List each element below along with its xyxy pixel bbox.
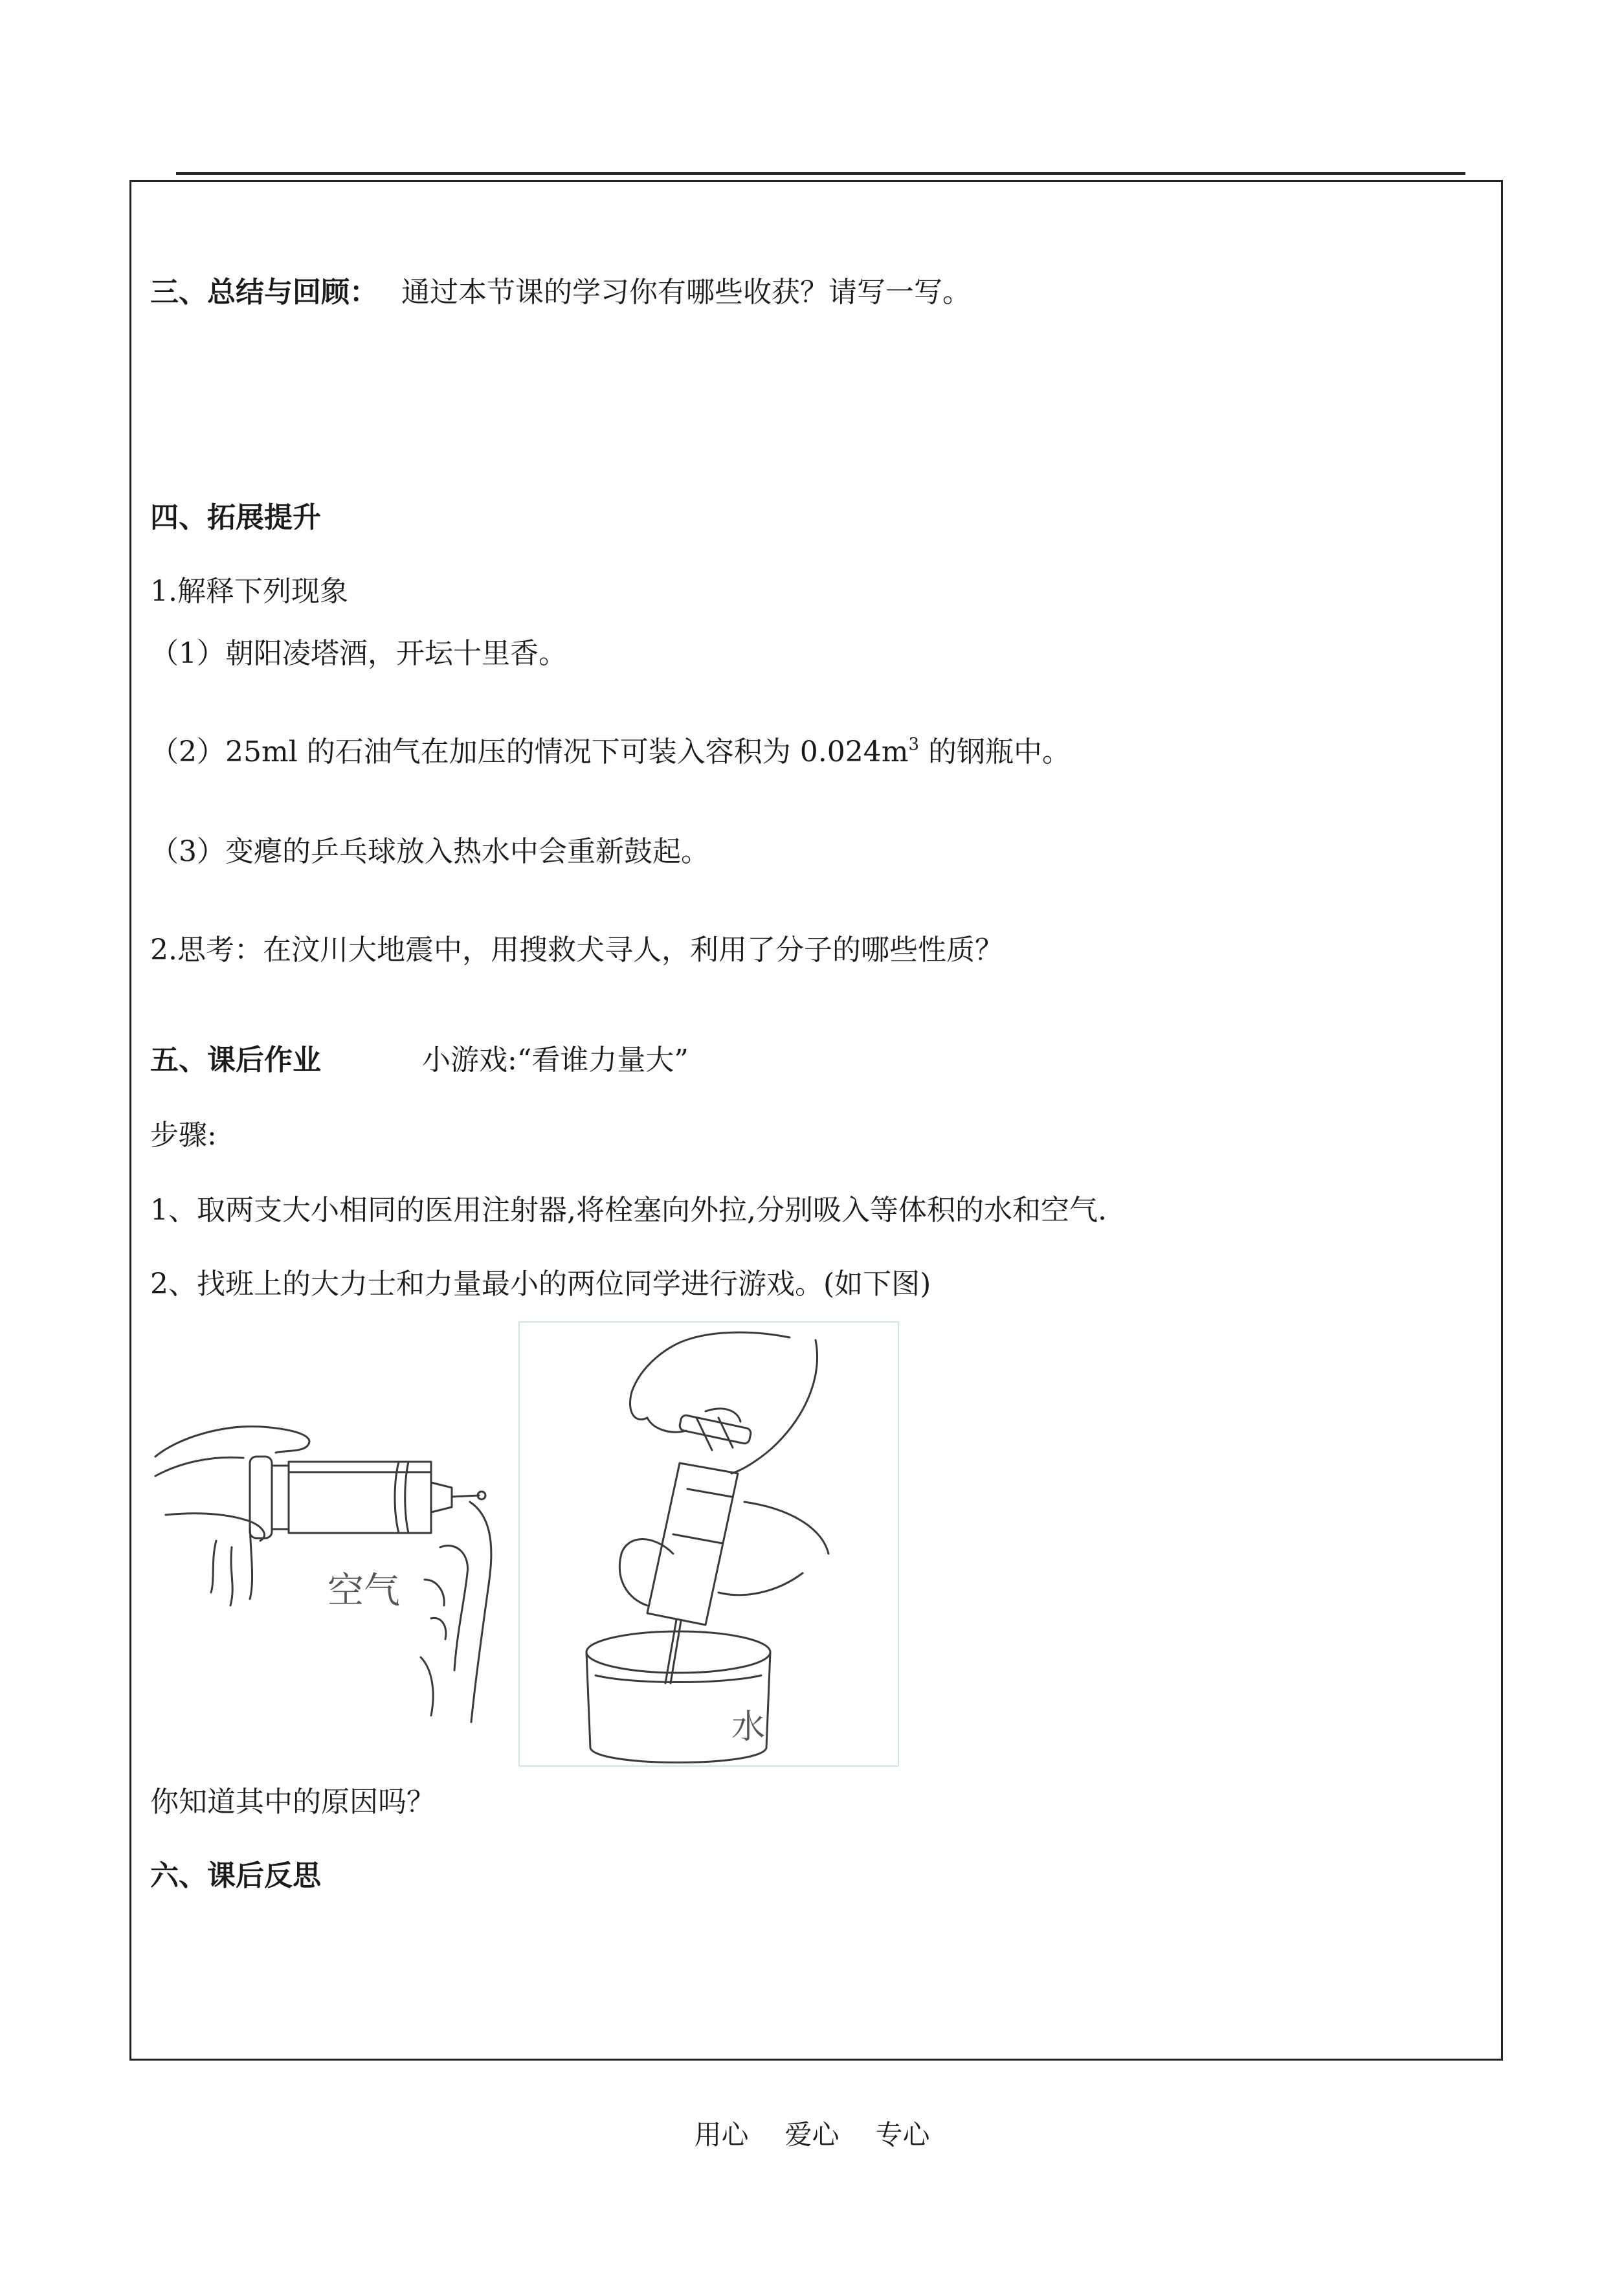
step-2: 2、找班上的大力士和力量最小的两位同学进行游戏。(如下图) [150,1268,931,1301]
water-label: 水 [731,1708,766,1747]
q1-item-2-tail: 的钢瓶中。 [918,735,1071,768]
homework-heading: 五、课后作业 [150,1044,321,1077]
air-syringe-illustration [153,1385,515,1735]
q1-title: 1.解释下列现象 [150,575,348,608]
summary-heading: 三、总结与回顾： [150,276,378,309]
q2: 2.思考：在汶川大地震中，用搜救犬寻人，利用了分子的哪些性质？ [150,934,1003,967]
steps-label: 步骤: [150,1119,217,1152]
q1-item-3: （3）变瘪的乒乓球放入热水中会重新鼓起。 [150,835,709,868]
reflection-heading: 六、课后反思 [150,1859,321,1892]
footer-word-1: 用心 [694,2119,749,2151]
extension-heading: 四、拓展提升 [150,501,321,534]
q1-item-2-text: （2）25ml 的石油气在加压的情况下可装入容积为 0.024m [150,735,909,768]
footer-word-3: 专心 [875,2119,930,2151]
page-footer [0,2117,1624,2153]
summary-line [150,274,971,311]
q1-item-2 [150,734,1071,770]
q1-item-2-sup: 3 [908,735,919,754]
air-label: 空气 [328,1570,400,1612]
content-frame [129,180,1503,2061]
homework-game: 小游戏:“看谁力量大” [422,1044,689,1077]
q1-item-1: （1）朝阳凌塔酒，开坛十里香。 [150,637,567,670]
homework-question: 你知道其中的原因吗？ [150,1785,435,1818]
water-syringe-illustration [518,1321,900,1767]
header-rule [176,172,1465,175]
homework-line [150,1042,689,1079]
step-1: 1、取两支大小相同的医用注射器,将栓塞向外拉,分别吸入等体积的水和空气. [150,1194,1107,1227]
summary-prompt: 通过本节课的学习你有哪些收获？请写一写。 [401,276,971,309]
footer-word-2: 爱心 [784,2119,840,2151]
